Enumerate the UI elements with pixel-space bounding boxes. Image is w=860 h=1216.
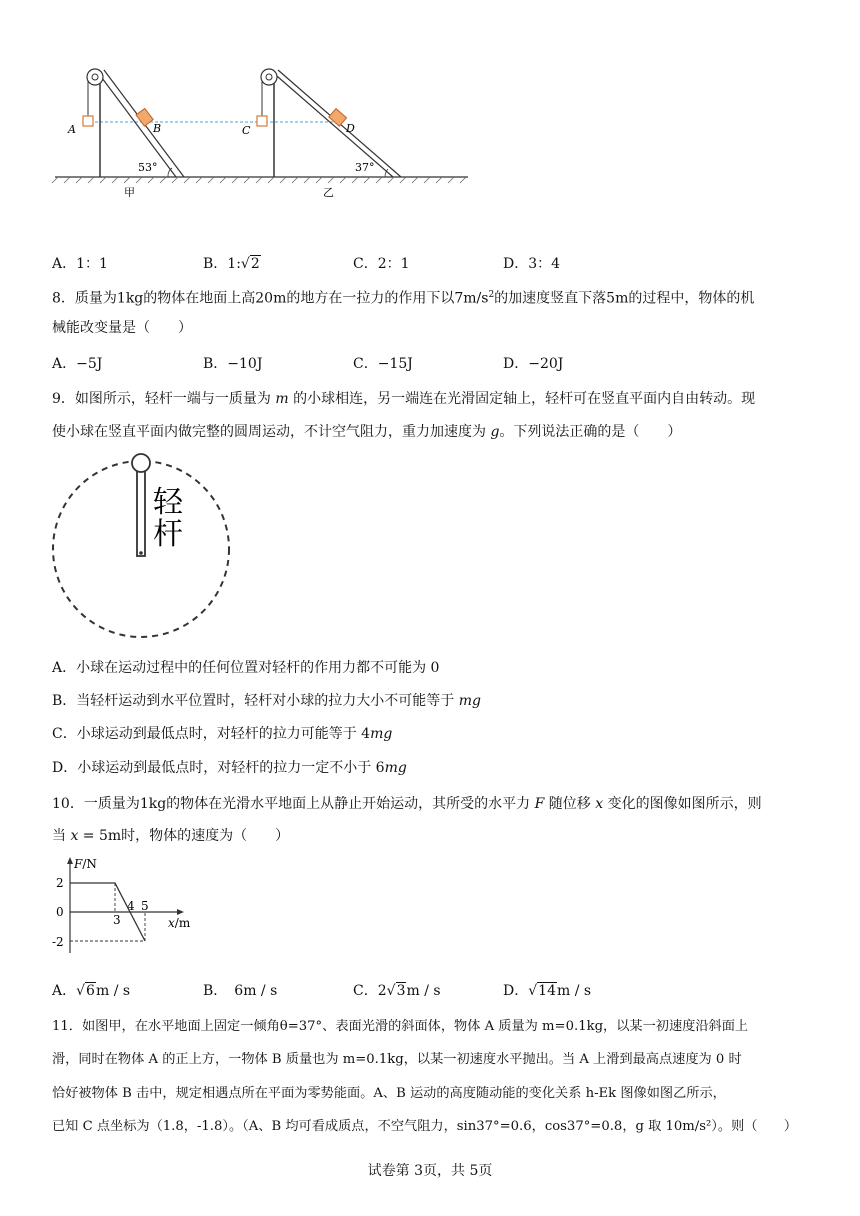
q8-stem-line1: 8．质量为1kg的物体在地面上高20m的地方在一拉力的作用下以$7m/s^2$的加速度竖直下落5m的过程中，物体的机	[52, 290, 755, 307]
q9-stem-line1: 9．如图所示，轻杆一端与一质量为 m 的小球相连，另一端连在光滑固定轴上，轻杆可在竖直平面内自由转动。现	[52, 391, 756, 407]
rod-label-gan: 杆	[153, 517, 183, 552]
angle-37: 37°	[355, 161, 375, 174]
q10-option-d: D．√14m / s	[503, 983, 592, 999]
q8-option-b: B．−10J	[203, 356, 263, 372]
q11-stem-line1: 11．如图甲，在水平地面上固定一倾角θ=37°、表面光滑的斜面体，物体 A 质量为 m=0.1kg，以某一初速度沿斜面上	[52, 1019, 749, 1034]
label-a: A	[68, 123, 76, 136]
q11-stem-line4: 已知 C 点坐标为（1.8，-1.8）。（A、B 均可看成质点，不空气阻力，sin37°=0.6，cos37°=0.8，g 取 10m/s²）。则（ ）	[52, 1119, 798, 1134]
q10-option-c: C．2√3m / s	[353, 983, 441, 999]
y-tick-0: 0	[56, 905, 64, 919]
q7-option-a: A．1：1	[52, 256, 108, 272]
q9-option-b: B．当轻杆运动到水平位置时，轻杆对小球的拉力大小不可能等于 mg	[52, 693, 481, 709]
q7-option-d: D．3：4	[503, 256, 561, 272]
label-d: D	[346, 122, 355, 135]
q11-stem-line3: 恰好被物体 B 击中，规定相遇点所在平面为零势能面。A、B 运动的高度随动能的变化关系 h-Ek 图像如图乙所示，	[52, 1086, 726, 1101]
q7-option-b-prefix: B．	[203, 256, 228, 272]
label-b: B	[153, 122, 162, 135]
force-displacement-graph	[52, 855, 202, 955]
y-tick-2: 2	[56, 876, 64, 890]
caption-jia: 甲	[124, 186, 135, 199]
q10-option-b: B． 6m / s	[203, 983, 278, 999]
x-tick-3: 3	[113, 913, 121, 927]
q9-option-a: A．小球在运动过程中的任何位置对轻杆的作用力都不可能为 0	[52, 660, 440, 676]
q9-option-d: D．小球运动到最低点时，对轻杆的拉力一定不小于 6mg	[52, 760, 407, 776]
q8-stem-line2: 械能改变量是（ ）	[52, 320, 192, 336]
q7-option-c: C．2：1	[353, 256, 410, 272]
y-tick-neg2: -2	[52, 935, 64, 949]
q9-stem-line2: 使小球在竖直平面内做完整的圆周运动，不计空气阻力，重力加速度为 g。下列说法正确的是（ ）	[52, 424, 682, 440]
caption-yi: 乙	[323, 186, 334, 199]
x-tick-4: 4	[127, 899, 135, 913]
rod-label-qing: 轻	[153, 485, 183, 520]
x-axis-label: x/m	[168, 916, 191, 930]
q11-stem-line2: 滑，同时在物体 A 的正上方，一物体 B 质量也为 m=0.1kg，以某一初速度水平抛出。当 A 上滑到最高点速度为 0 时	[52, 1052, 742, 1067]
q9-option-c: C．小球运动到最低点时，对轻杆的拉力可能等于 4mg	[52, 726, 393, 742]
q8-option-d: D．−20J	[503, 356, 564, 372]
x-tick-5: 5	[141, 899, 149, 913]
q7-option-b-radicand: 2	[250, 256, 260, 272]
angle-53: 53°	[138, 161, 158, 174]
q7-option-b-text: 1:	[227, 256, 241, 272]
q10-option-a: A．√6m / s	[52, 983, 131, 999]
page-footer: 试卷第 3页，共 5页	[367, 1163, 493, 1179]
pulley-incline-figure	[50, 60, 490, 200]
q10-stem-line2: 当 x = 5m时，物体的速度为（ ）	[52, 828, 290, 844]
q7-option-b: B．1:√2	[203, 256, 260, 272]
q8-option-c: C．−15J	[353, 356, 413, 372]
y-axis-label: F/N	[74, 857, 97, 871]
rod-circle-figure	[48, 448, 238, 644]
q8-option-a: A．−5J	[52, 356, 103, 372]
label-c: C	[242, 124, 251, 137]
q10-stem-line1: 10．一质量为1kg的物体在光滑水平地面上从静止开始运动，其所受的水平力 F 随位移 x 变化的图像如图所示，则	[52, 796, 762, 812]
